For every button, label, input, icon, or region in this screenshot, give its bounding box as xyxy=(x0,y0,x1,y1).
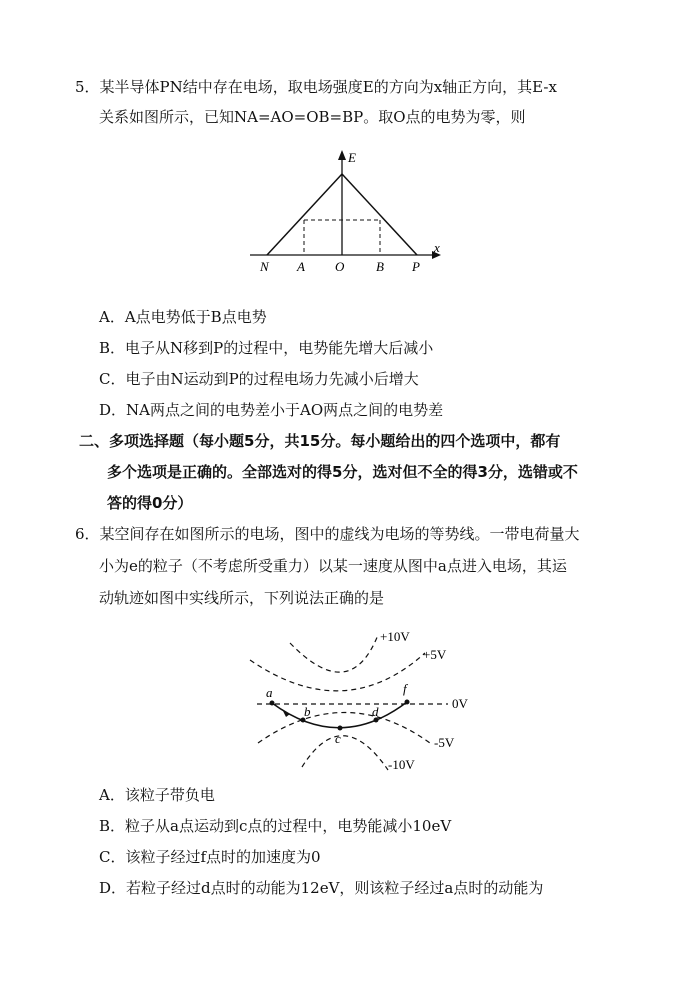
label-zero-v: 0V xyxy=(452,696,468,711)
label-point-f: f xyxy=(403,681,407,696)
q5-e-x-graph xyxy=(0,140,695,300)
point-f xyxy=(405,700,410,705)
label-minus-10v: -10V xyxy=(388,757,415,772)
q5-stem-line-2: 关系如图所示，已知NA=AO=OB=BP。取O点的电势为零，则 xyxy=(99,108,526,126)
equipotential-minus-10 xyxy=(302,736,388,770)
section-2-heading-line-3: 答的得0分） xyxy=(107,494,193,512)
q6-option-d: D．若粒子经过d点时的动能为12eV，则该粒子经过a点时的动能为 xyxy=(99,879,544,897)
section-2-heading-line-2: 多个选项是正确的。全部选对的得5分，选对但不全的得3分，选错或不 xyxy=(107,463,578,481)
label-a: A xyxy=(297,259,305,274)
label-x: x xyxy=(434,240,440,255)
label-e: E xyxy=(348,150,356,165)
label-p: P xyxy=(412,259,420,274)
q5-option-a: A．A点电势低于B点电势 xyxy=(99,308,267,326)
label-point-b: b xyxy=(304,704,311,719)
point-c xyxy=(338,726,343,731)
q6-stem-line-3: 动轨迹如图中实线所示，下列说法正确的是 xyxy=(99,589,385,607)
q6-option-b: B．粒子从a点运动到c点的过程中，电势能减小10eV xyxy=(99,817,452,835)
label-o: O xyxy=(335,259,345,274)
equipotential-plus-10 xyxy=(290,635,378,672)
point-a xyxy=(270,701,275,706)
q6-option-a: A．该粒子带负电 xyxy=(99,786,215,804)
q6-stem-line-1: 6．某空间存在如图所示的电场，图中的虚线为电场的等势线。一带电荷量大 xyxy=(75,525,580,543)
section-2-heading-line-1: 二、多项选择题（每小题5分，共15分。每小题给出的四个选项中，都有 xyxy=(79,432,561,450)
label-n: N xyxy=(260,259,269,274)
label-b: B xyxy=(376,259,384,274)
label-point-a: a xyxy=(266,685,273,700)
label-point-c: c xyxy=(335,731,341,746)
label-minus-5v: -5V xyxy=(434,735,455,750)
e-axis-arrow xyxy=(338,150,346,160)
q5-option-b: B．电子从N移到P的过程中，电势能先增大后减小 xyxy=(99,339,434,357)
q5-option-d: D．NA两点之间的电势差小于AO两点之间的电势差 xyxy=(99,401,444,419)
q6-option-c: C．该粒子经过f点时的加速度为0 xyxy=(99,848,321,866)
q6-stem-line-2: 小为e的粒子（不考虑所受重力）以某一速度从图中a点进入电场，其运 xyxy=(99,557,567,575)
label-plus-5v: +5V xyxy=(423,647,447,662)
label-point-d: d xyxy=(372,704,379,719)
label-plus-10v: +10V xyxy=(380,629,410,644)
q6-equipotential-diagram xyxy=(0,625,695,775)
q5-option-c: C．电子由N运动到P的过程电场力先减小后增大 xyxy=(99,370,419,388)
q5-stem-line-1: 5．某半导体PN结中存在电场，取电场强度E的方向为x轴正方向，其E-x xyxy=(75,78,557,96)
